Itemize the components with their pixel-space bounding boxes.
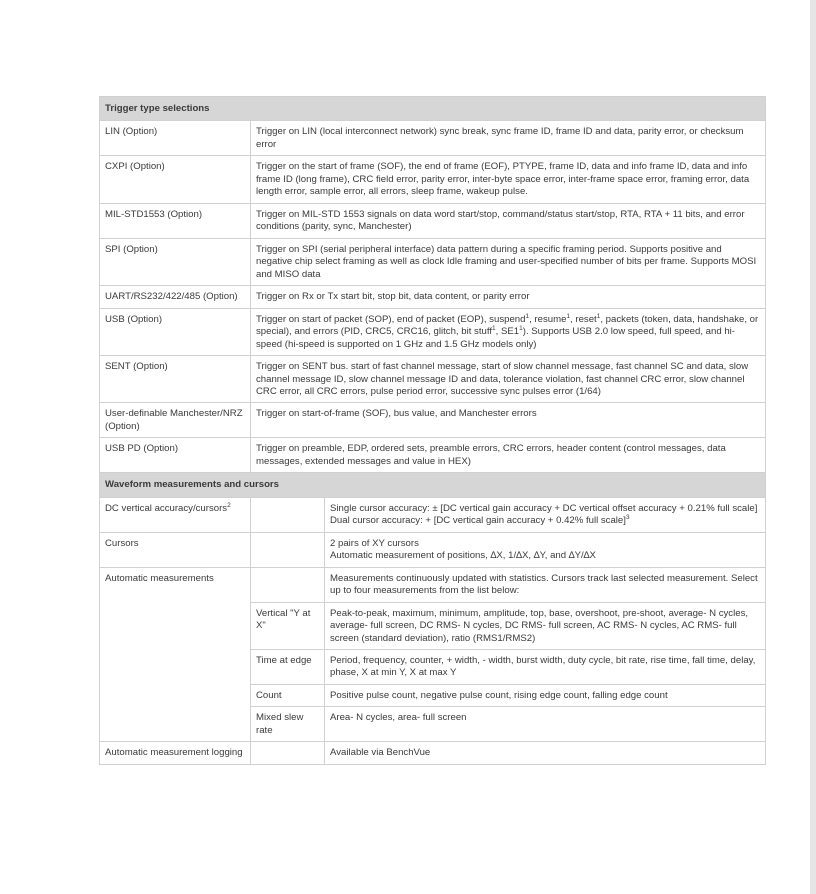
section-header-waveform — [100, 473, 766, 497]
row-description: Measurements continuously updated with statistics. Cursors track last selected measurement. Select up to four measurements from the list below: — [325, 567, 766, 602]
empty-cell — [251, 497, 325, 532]
row-description: Trigger on start-of-frame (SOF), bus value, and Manchester errors — [251, 403, 766, 438]
row-description: Single cursor accuracy: ± [DC vertical gain accuracy + DC vertical offset accuracy + 0.21% full scale] Dual cursor accuracy: + [DC vertical gain accuracy + 0.42% full scale]$^3$ — [325, 497, 766, 532]
empty-cell — [251, 532, 325, 567]
row-label: SENT (Option) — [100, 356, 251, 403]
section-title: Trigger type selections — [100, 97, 766, 121]
row-description: Positive pulse count, negative pulse count, rising edge count, falling edge count — [325, 684, 766, 706]
row-label: UART/RS232/422/485 (Option) — [100, 286, 251, 308]
row-description: Trigger on MIL-STD 1553 signals on data word start/stop, command/status start/stop, RTA, RTA + 11 bits, and error conditions (parity, sync, Manchester) — [251, 203, 766, 238]
row-description: Trigger on preamble, EDP, ordered sets, preamble errors, CRC errors, header content (control messages, data messages, extended messages and value in HEX) — [251, 438, 766, 473]
spec-table — [99, 96, 766, 765]
row-label: Automatic measurements — [100, 567, 251, 742]
table-row — [100, 403, 766, 438]
sub-label: Mixed slew rate — [251, 707, 325, 742]
row-description: Area- N cycles, area- full screen — [325, 707, 766, 742]
row-description: Trigger on SENT bus. start of fast channel message, start of slow channel message, fast channel SC and data, slow channel message ID, slow channel message ID and data, tolerance violation, fast channel CRC error, slow channel CRC error, all CRC errors, pulse period error, successive sync pulses error (1/64) — [251, 356, 766, 403]
empty-cell — [251, 567, 325, 602]
row-label: USB (Option) — [100, 308, 251, 355]
table-row — [100, 438, 766, 473]
table-row — [100, 356, 766, 403]
row-label: USB PD (Option) — [100, 438, 251, 473]
table-row — [100, 121, 766, 156]
row-description: Available via BenchVue — [325, 742, 766, 764]
row-description: Trigger on the start of frame (SOF), the end of frame (EOF), PTYPE, frame ID, data and info frame ID, data and info frame ID (long frame), CRC field error, parity error, inter-byte space error, inter-frame space error, framing error, data length error, sample error, all errors, sleep frame, wakeup pulse. — [251, 156, 766, 203]
row-description-usb: Trigger on start of packet (SOP), end of packet (EOP), suspend$^1$, resume$^1$, reset$^1$, packets (token, data, handshake, or special), and errors (PID, CRC5, CRC16, glitch, bit stuff$^1$, $SE1^1$). Supports USB 2.0 low speed, full speed, and hi-speed (hi-speed is supported on 1 GHz and 1.5 GHz models only) — [251, 308, 766, 355]
table-row — [100, 497, 766, 532]
row-label: SPI (Option) — [100, 238, 251, 285]
row-description: Trigger on Rx or Tx start bit, stop bit, data content, or parity error — [251, 286, 766, 308]
table-row — [100, 308, 766, 355]
page-edge — [810, 0, 816, 894]
row-label: Automatic measurement logging — [100, 742, 251, 764]
row-description: 2 pairs of XY cursors Automatic measurement of positions, ∆X, 1/∆X, ∆Y, and ∆Y/∆X — [325, 532, 766, 567]
row-label: User-definable Manchester/NRZ (Option) — [100, 403, 251, 438]
sub-label: Time at edge — [251, 650, 325, 685]
table-row — [100, 567, 766, 602]
row-label: CXPI (Option) — [100, 156, 251, 203]
sub-label: Vertical "Y at X" — [251, 602, 325, 649]
section-title: Waveform measurements and cursors — [100, 473, 766, 497]
table-row — [100, 203, 766, 238]
row-label: LIN (Option) — [100, 121, 251, 156]
empty-cell — [251, 742, 325, 764]
row-label: Cursors — [100, 532, 251, 567]
row-description: Trigger on LIN (local interconnect network) sync break, sync frame ID, frame ID and data, parity error, or checksum error — [251, 121, 766, 156]
table-row — [100, 532, 766, 567]
row-description: Trigger on SPI (serial peripheral interface) data pattern during a specific framing period. Supports positive and negative chip select framing as well as clock Idle framing and user-specified number of bits per frame. Supports MOSI and MISO data — [251, 238, 766, 285]
section-header-trigger — [100, 97, 766, 121]
row-description: Period, frequency, counter, + width, - width, burst width, duty cycle, bit rate, rise time, fall time, delay, phase, X at min Y, X at max Y — [325, 650, 766, 685]
table-row — [100, 742, 766, 764]
table-row — [100, 286, 766, 308]
row-description: Peak-to-peak, maximum, minimum, amplitude, top, base, overshoot, pre-shoot, average- N cycles, average- full screen, DC RMS- N cycles, DC RMS- full screen, AC RMS- N cycles, AC RMS- full screen (standard deviation), ratio (RMS1/RMS2) — [325, 602, 766, 649]
sub-label: Count — [251, 684, 325, 706]
row-label: DC vertical accuracy/cursors$^2$ — [100, 497, 251, 532]
row-label: MIL-STD1553 (Option) — [100, 203, 251, 238]
table-row — [100, 238, 766, 285]
table-row — [100, 156, 766, 203]
